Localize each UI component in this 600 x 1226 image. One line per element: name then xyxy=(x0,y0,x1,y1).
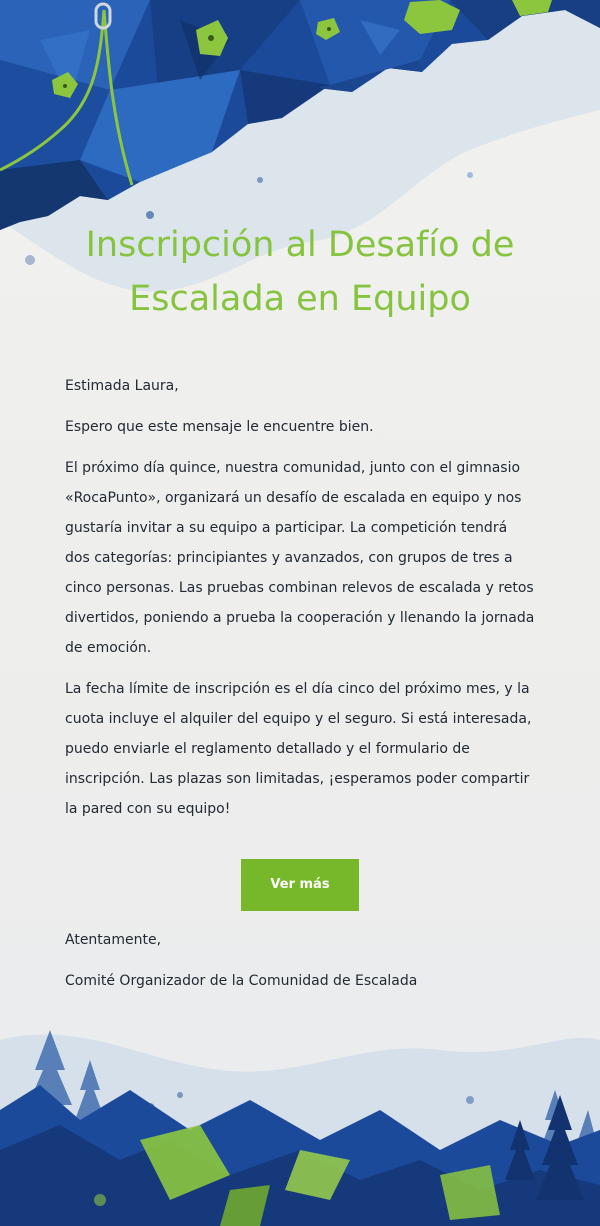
cta-container xyxy=(65,835,535,925)
greeting: Estimada Laura, xyxy=(65,378,179,394)
paragraph-registration: La fecha límite de inscripción es el día cinco del próximo mes, y la cuota incluye el alquiler del equipo y el seguro. Si está interesada, puedo enviarle el reglamento detallado y el formulario de inscripción. Las plazas son limitadas, ¡esperamos poder compartir la pared con su equipo! xyxy=(65,681,532,817)
email-body xyxy=(65,371,535,1007)
email-title: Inscripción al Desafío de Escalada en Equipo xyxy=(85,225,515,319)
forest-mountains-footer-image xyxy=(0,1000,600,1226)
signature: Comité Organizador de la Comunidad de Escalada xyxy=(65,973,418,989)
paragraph-event-details: El próximo día quince, nuestra comunidad, junto con el gimnasio «RocaPunto», organizará un desafío de escalada en equipo y nos gustaría invitar a su equipo a participar. La competición tendrá dos categorías: principiantes y avanzados, con grupos de tres a cinco personas. Las pruebas combinan relevos de escalada y retos divertidos, poniendo a prueba la cooperación y llenando la jornada de emoción. xyxy=(65,460,535,656)
closing: Atentamente, xyxy=(65,932,162,948)
paragraph-intro: Espero que este mensaje le encuentre bien. xyxy=(65,419,374,435)
ver-mas-button[interactable]: Ver más xyxy=(241,859,359,911)
